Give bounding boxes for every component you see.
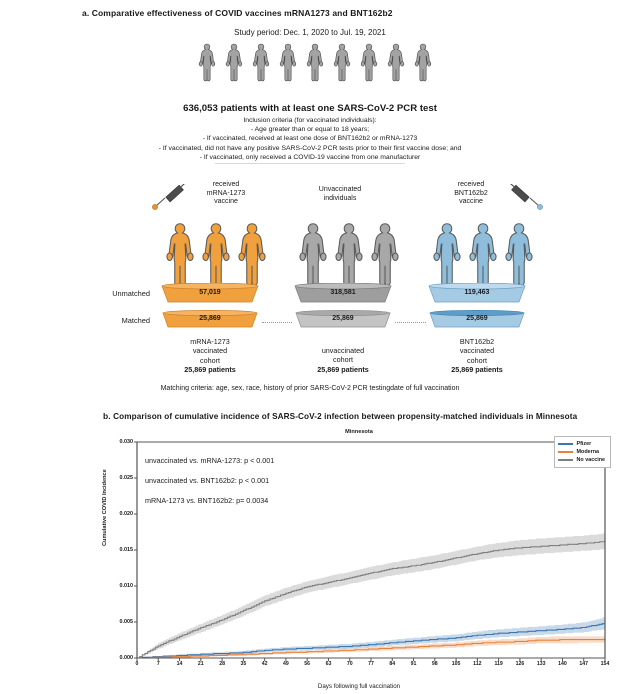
cylinder-value: 119,463: [464, 289, 490, 296]
x-tick-label: 140: [558, 661, 567, 667]
cylinder-matched-pfizer: [427, 310, 527, 335]
chart-xlabel: Days following full vaccination: [317, 683, 401, 690]
panel-a-letter: a.: [82, 8, 90, 18]
person-icon: [237, 222, 267, 287]
inclusion-criteria: [0, 116, 620, 162]
cohort-caption-pfizer: [427, 337, 527, 375]
people-row-unvaccinated: [298, 222, 400, 287]
legend-label: No vaccine: [576, 457, 605, 463]
group-label-line: received: [457, 181, 485, 188]
person-icon: [298, 222, 328, 287]
patient-total-headline: 636,053 patients with at least one SARS-CoV-2 PCR test: [183, 103, 437, 114]
x-tick-label: 35: [240, 661, 247, 667]
group-label-pfizer: [438, 181, 504, 207]
panel-a-title: [82, 8, 393, 18]
cohort-count: 25,869 patients: [451, 365, 503, 375]
panel-b-title: [103, 411, 577, 421]
x-tick-label: 133: [536, 661, 546, 667]
x-tick-label: 21: [197, 661, 204, 667]
cylinder-matched-moderna: [160, 310, 260, 335]
group-label-line: vaccine: [459, 198, 483, 206]
cylinder-unmatched-moderna: [160, 283, 260, 310]
person-icon: [306, 43, 324, 82]
x-tick-label: 91: [410, 661, 417, 667]
x-tick-label: 105: [451, 661, 461, 667]
cohort-caption-moderna: [160, 337, 260, 375]
x-tick-label: 49: [283, 661, 289, 667]
top-people-row: [198, 43, 432, 82]
y-tick-label: 0.030: [119, 439, 133, 445]
legend-item: [558, 448, 605, 456]
cylinder-unmatched-pfizer: [427, 283, 527, 310]
pvalue-text: unvaccinated vs. mRNA-1273: p < 0.001: [145, 456, 275, 465]
person-icon: [165, 222, 195, 287]
match-connector-right: [395, 322, 426, 323]
legend-label: Pfizer: [576, 441, 592, 447]
x-tick-label: 119: [494, 661, 503, 667]
panel-a-title-text: Comparative effectiveness of COVID vaccines mRNA1273 and BNT162b2: [91, 8, 393, 18]
y-tick-label: 0.015: [119, 547, 133, 553]
y-tick-label: 0.020: [119, 511, 133, 517]
panel-b-title-text: Comparison of cumulative incidence of SARS-CoV-2 infection between propensity-matched individuals in Minnesota: [113, 412, 578, 421]
cylinder-value: 25,869: [466, 315, 488, 322]
x-tick-label: 42: [261, 661, 268, 667]
person-icon: [334, 222, 364, 287]
row-label-unmatched: Unmatched: [112, 289, 150, 298]
cohort-line: cohort: [467, 355, 487, 365]
chart-plot-area: [103, 428, 615, 690]
x-tick-label: 126: [515, 661, 525, 667]
y-tick-label: 0.005: [119, 619, 133, 625]
group-label-line: received: [212, 181, 240, 188]
group-label-line: mRNA-1273: [206, 189, 246, 197]
person-icon: [370, 222, 400, 287]
cohort-count: 25,869 patients: [184, 365, 236, 375]
cohort-count: 25,869 patients: [317, 364, 369, 374]
legend-item: [558, 440, 605, 448]
cohort-line: vaccinated: [459, 346, 495, 356]
cylinder-value: 25,869: [199, 315, 221, 322]
criteria-item: - Age greater than or equal to 18 years;: [250, 126, 370, 134]
cylinder-value: 318,581: [330, 289, 356, 296]
cohort-line: cohort: [200, 355, 220, 365]
person-icon: [414, 43, 432, 82]
person-icon: [504, 222, 534, 287]
legend-swatch: [558, 459, 573, 461]
person-icon: [387, 43, 405, 82]
syringe-icon-pfizer: [503, 184, 547, 217]
group-label-unvaccinated: [297, 186, 383, 203]
group-label-line: vaccine: [214, 198, 238, 206]
cohort-line: cohort: [333, 355, 353, 365]
group-label-line: individuals: [323, 194, 357, 202]
group-label-moderna: [193, 181, 259, 207]
person-icon: [360, 43, 378, 82]
chart-title: Minnesota: [345, 429, 373, 435]
syringe-icon-moderna: [148, 184, 192, 217]
group-label-line: BNT162b2: [454, 189, 488, 197]
x-tick-label: 154: [600, 661, 610, 667]
x-tick-label: 77: [368, 661, 374, 667]
x-tick-label: 63: [325, 661, 332, 667]
pvalue-text: unvaccinated vs. BNT162b2: p < 0.001: [145, 476, 270, 485]
legend-item: [558, 456, 605, 464]
x-tick-label: 84: [389, 661, 396, 667]
section-divider: [215, 163, 405, 164]
x-tick-label: 112: [473, 661, 482, 667]
person-icon: [333, 43, 351, 82]
person-icon: [198, 43, 216, 82]
pvalue-text: mRNA-1273 vs. BNT162b2: p= 0.0034: [145, 496, 269, 505]
people-row-pfizer: [432, 222, 534, 287]
study-period: Study period: Dec. 1, 2020 to Jul. 19, 2021: [234, 28, 386, 37]
group-label-line: Unvaccinated: [318, 186, 362, 193]
cylinder-value: 57,019: [199, 289, 221, 296]
cylinder-unmatched-unvaccinated: [293, 283, 393, 310]
y-tick-label: 0.010: [119, 583, 133, 589]
person-icon: [201, 222, 231, 287]
criteria-item: - If vaccinated, did not have any positive SARS-CoV-2 PCR tests prior to their first vaccine dose; and: [158, 144, 462, 152]
match-connector-left: [262, 322, 292, 323]
person-icon: [468, 222, 498, 287]
person-icon: [225, 43, 243, 82]
x-tick-label: 7: [156, 661, 160, 667]
cohort-caption-unvaccinated: [293, 346, 393, 374]
criteria-item: - If vaccinated, only received a COVID-19 vaccine from one manufacturer: [199, 153, 421, 161]
x-tick-label: 98: [431, 661, 438, 667]
row-label-matched: Matched: [121, 316, 150, 325]
x-tick-label: 28: [219, 661, 225, 667]
person-icon: [432, 222, 462, 287]
legend-swatch: [558, 451, 573, 453]
cohort-line: BNT162b2: [459, 337, 495, 346]
cohort-line: vaccinated: [192, 346, 228, 356]
x-tick-label: 70: [346, 661, 353, 667]
y-tick-label: 0.025: [119, 475, 133, 481]
legend-swatch: [558, 443, 573, 445]
panel-b-letter: b.: [103, 411, 111, 421]
chart-legend: [554, 436, 611, 468]
cylinder-matched-unvaccinated: [293, 310, 393, 335]
x-tick-label: 0: [135, 661, 139, 667]
legend-label: Moderna: [576, 449, 599, 455]
people-row-moderna: [165, 222, 267, 287]
person-icon: [279, 43, 297, 82]
chart-ylabel: Cumulative COVID Incidence: [102, 469, 108, 546]
x-tick-label: 147: [579, 661, 589, 667]
y-tick-label: 0.000: [119, 655, 133, 661]
cohort-line: unvaccinated: [321, 346, 365, 355]
x-tick-label: 14: [176, 661, 183, 667]
criteria-item: - If vaccinated, received at least one dose of BNT162b2 or mRNA-1273: [202, 135, 418, 143]
matching-criteria-note: Matching criteria: age, sex, race, history of prior SARS-CoV-2 PCR testingdate of full vaccination: [160, 385, 460, 392]
cylinder-value: 25,869: [332, 315, 354, 322]
x-tick-label: 56: [304, 661, 311, 667]
cohort-line: mRNA-1273: [190, 337, 230, 346]
person-icon: [252, 43, 270, 82]
cumulative-incidence-chart: [103, 428, 615, 690]
criteria-heading: Inclusion criteria (for vaccinated individuals):: [243, 117, 377, 124]
